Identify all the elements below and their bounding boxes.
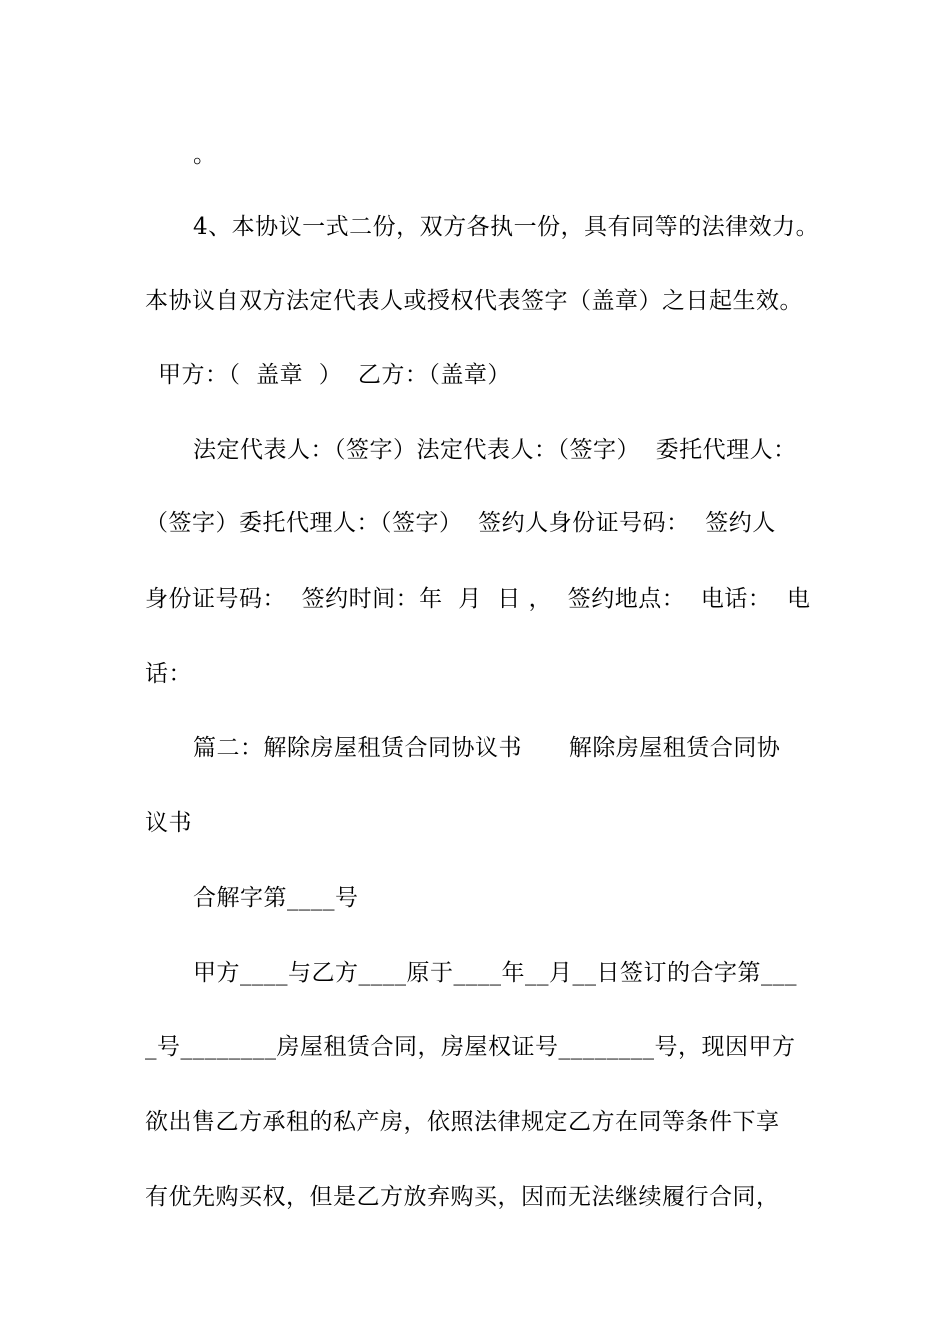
text-line: 篇二：解除房屋租赁合同协议书 解除房屋租赁合同协: [193, 735, 781, 761]
text-line: 4、本协议一式二份，双方各执一份，具有同等的法律效力。: [193, 214, 820, 240]
text-line: 甲方：（ 盖章 ） 乙方：（盖章）: [158, 362, 511, 388]
text-line: 合解字第____号: [193, 885, 359, 911]
text-line: 欲出售乙方承租的私产房，依照法律规定乙方在同等条件下享: [145, 1109, 780, 1135]
text-line: 议书: [145, 810, 192, 836]
text-line: 。: [193, 142, 217, 168]
text-line: 法定代表人：（签字）法定代表人：（签字） 委托代理人：: [193, 437, 797, 463]
text-line: 有优先购买权，但是乙方放弃购买，因而无法继续履行合同，: [145, 1184, 780, 1210]
text-line: 甲方____与乙方____原于____年__月__日签订的合字第___: [193, 960, 797, 986]
text-line: 本协议自双方法定代表人或授权代表签字（盖章）之日起生效。: [145, 288, 803, 314]
text-line: 话：: [145, 661, 192, 687]
text-line: _号________房屋租赁合同，房屋权证号________号，现因甲方: [145, 1034, 796, 1060]
text-line: （签字）委托代理人：（签字） 签约人身份证号码： 签约人: [145, 510, 776, 536]
text-line: 身份证号码： 签约时间：年 月 日 ， 签约地点： 电话： 电: [145, 586, 811, 612]
